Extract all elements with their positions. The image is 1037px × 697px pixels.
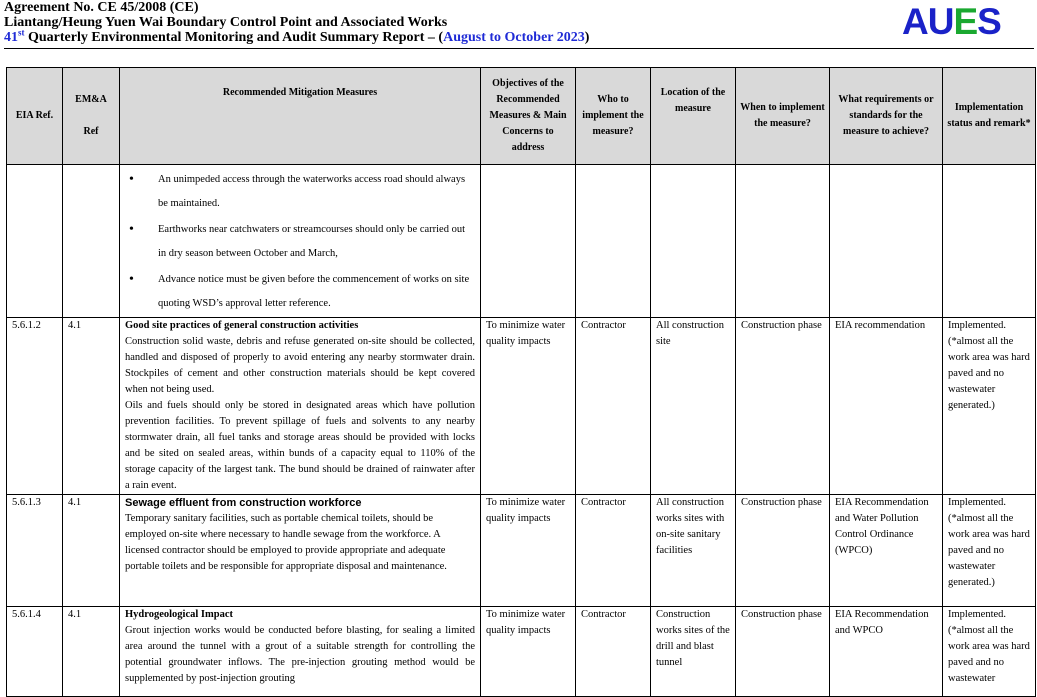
location-cell: All construction works sites with on-site sanitary facilities <box>651 495 736 607</box>
status-cell: Implemented. (*almost all the work area was hard paved and no wastewater generated.) <box>943 495 1036 607</box>
measure-text: Grout injection works would be conducted before blasting, for sealing a limited area around the tunnel with a grout of a suitable strength for controlling the potential groundwater inflows. The pre-injection grouting method would be supplemented by post-injection grouting <box>125 625 475 684</box>
who-cell: Contractor <box>576 495 651 607</box>
location-cell: All construction site <box>651 318 736 495</box>
header-divider <box>4 48 1034 49</box>
report-title <box>4 27 590 45</box>
report-title-close: ) <box>584 30 590 45</box>
col-status: Implementation status and remark* <box>943 68 1036 165</box>
when-cell: Construction phase <box>736 495 830 607</box>
who-cell: Contractor <box>576 318 651 495</box>
measure-title: Hydrogeological Impact <box>125 609 234 620</box>
status-cell: Implemented. (*almost all the work area was hard paved and no wastewater generated.) <box>943 318 1036 495</box>
measures-cell <box>120 607 481 697</box>
report-title-text: Quarterly Environmental Monitoring and Audit Summary Report – ( <box>24 30 444 45</box>
measures-cell <box>120 165 481 318</box>
report-number: 41 <box>4 30 18 45</box>
col-who: Who to implement the measure? <box>576 68 651 165</box>
requirement-cell: EIA Recommendation and WPCO <box>830 607 943 697</box>
col-eia-ref: EIA Ref. <box>7 68 63 165</box>
measure-title: Good site practices of general construction activities <box>125 320 359 331</box>
measure-text: Construction solid waste, debris and refuse generated on-site should be collected, handled and disposed of properly to avoid entering any nearby stormwater drain. Stockpiles of cement and other construction materials should be kept covered when not being used. <box>125 336 475 395</box>
report-period: August to October 2023 <box>443 30 585 45</box>
measure-title: Sewage effluent from construction workforce <box>125 497 362 509</box>
measures-cell <box>120 318 481 495</box>
report-number-suffix: st <box>18 27 25 38</box>
table-row <box>7 165 1036 318</box>
project-title: Liantang/Heung Yuen Wai Boundary Control Point and Associated Works <box>4 15 448 30</box>
col-requirements: What requirements or standards for the measure to achieve? <box>830 68 943 165</box>
measure-text: Oils and fuels should only be stored in designated areas which have pollution prevention facilities. To prevent spillage of fuels and solvents to any nearby stormwater drain, all fuel tanks and storage areas should be provided with locks and be sited on sealed areas, within bunds of a capacity equal to 110% of the storage capacity of the largest tank. The bund should be drained of rainwater after a rain event. <box>125 400 475 491</box>
mitigation-measures-table <box>6 67 1036 697</box>
agreement-number: Agreement No. CE 45/2008 (CE) <box>4 0 199 15</box>
eia-ref-cell: 5.6.1.4 <box>7 607 63 697</box>
col-ema-ref: EM&A Ref <box>63 68 120 165</box>
list-item: • An unimpeded access through the waterworks access road should always be maintained. <box>125 168 475 215</box>
ema-ref-cell: 4.1 <box>63 318 120 495</box>
table-row <box>7 318 1036 495</box>
objective-cell: To minimize water quality impacts <box>481 495 576 607</box>
eia-ref-cell: 5.6.1.3 <box>7 495 63 607</box>
requirement-cell: EIA Recommendation and Water Pollution Control Ordinance (WPCO) <box>830 495 943 607</box>
eia-ref-cell: 5.6.1.2 <box>7 318 63 495</box>
who-cell: Contractor <box>576 607 651 697</box>
ema-ref-cell: 4.1 <box>63 607 120 697</box>
objective-cell: To minimize water quality impacts <box>481 318 576 495</box>
measures-cell <box>120 495 481 607</box>
list-item: • Advance notice must be given before the commencement of works on site quoting WSD’s approval letter reference. <box>125 268 475 315</box>
location-cell: Construction works sites of the drill and blast tunnel <box>651 607 736 697</box>
measure-text: Temporary sanitary facilities, such as portable chemical toilets, should be employed on-site where necessary to handle sewage from the workforce. A licensed contractor should be employed to provide appropriate and adequate portable toilets and be responsible for appropriate disposal and maintenance. <box>125 513 447 572</box>
when-cell: Construction phase <box>736 607 830 697</box>
col-when: When to implement the measure? <box>736 68 830 165</box>
col-objectives: Objectives of the Recommended Measures & Main Concerns to address <box>481 68 576 165</box>
bullet-list <box>125 168 475 315</box>
col-measures: Recommended Mitigation Measures <box>120 68 481 165</box>
requirement-cell: EIA recommendation <box>830 318 943 495</box>
objective-cell: To minimize water quality impacts <box>481 607 576 697</box>
aues-logo: AUES <box>902 1 1001 42</box>
table-header-row <box>7 68 1036 165</box>
ema-ref-cell: 4.1 <box>63 495 120 607</box>
report-header <box>4 0 589 45</box>
table-row <box>7 607 1036 697</box>
status-cell: Implemented. (*almost all the work area was hard paved and no wastewater <box>943 607 1036 697</box>
when-cell: Construction phase <box>736 318 830 495</box>
col-location: Location of the measure <box>651 68 736 165</box>
list-item: • Earthworks near catchwaters or streamcourses should only be carried out in dry season between October and March, <box>125 218 475 265</box>
table-row <box>7 495 1036 607</box>
